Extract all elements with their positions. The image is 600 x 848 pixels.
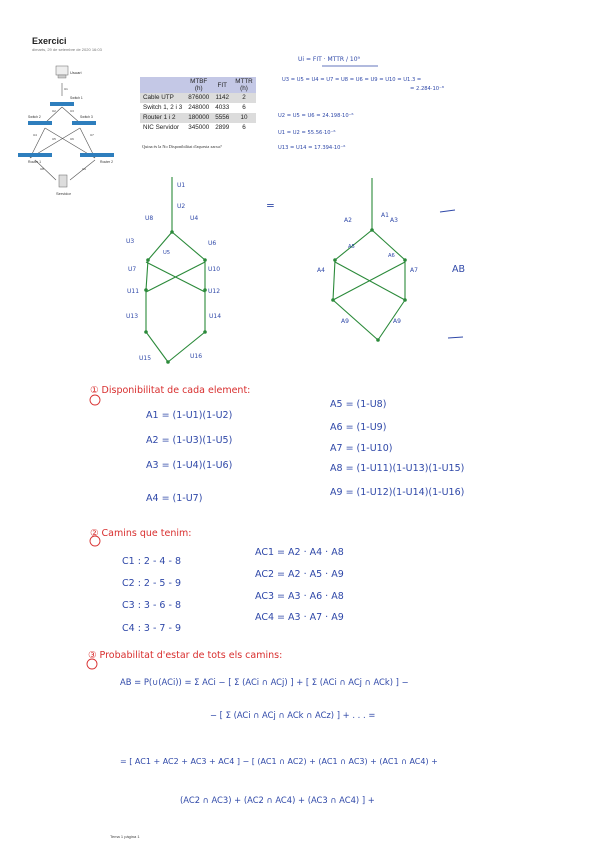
server-label: Servidor <box>56 191 71 196</box>
availability-a8: A8 = (1-U11)(1-U13)(1-U15) <box>330 463 465 474</box>
link-label: U9 <box>82 167 86 171</box>
link-label: U8 <box>40 167 44 171</box>
path-product-ac2: AC2 = A2 · A5 · A9 <box>255 569 344 580</box>
switch3-label: Switch 3 <box>80 115 93 119</box>
page-timestamp: dimarts, 29 de setembre de 2020 16:03 <box>32 47 102 52</box>
path-c4: C4 : 3 - 7 - 9 <box>122 623 181 634</box>
question-text: Quina és la No Disponibilitat d'aquesta xarxa? <box>142 144 222 149</box>
graph-label: A5 <box>348 244 355 250</box>
graph-label: A1 <box>381 212 389 219</box>
path-product-ac4: AC4 = A3 · A7 · A9 <box>255 612 344 623</box>
availability-a1: A1 = (1-U1)(1-U2) <box>146 410 233 421</box>
link-label: U3 <box>70 109 74 113</box>
formula-line-3: = [ AC1 + AC2 + AC3 + AC4 ] − [ (AC1 ∩ AC2) + (AC1 ∩ AC3) + (AC1 ∩ AC4) + <box>120 757 438 766</box>
table-row: Router 1 i 2 180000 5556 10 <box>140 113 256 123</box>
path-c2: C2 : 2 - 5 - 9 <box>122 578 181 589</box>
graph-label: A3 <box>390 217 398 224</box>
link-label: U6 <box>70 137 74 141</box>
path-c3: C3 : 3 - 6 - 8 <box>122 600 181 611</box>
graph-label: A2 <box>344 217 352 224</box>
formula-line-2: − [ Σ (ACi ∩ ACj ∩ ACk ∩ ACz) ] + . . . = <box>210 710 376 720</box>
link-label: U5 <box>52 137 56 141</box>
graph-label: U15 <box>139 355 152 362</box>
router2-label: Router 2 <box>100 160 114 164</box>
graph-label: A6 <box>388 253 395 259</box>
graph-label: A9 <box>393 318 401 325</box>
router1-icon <box>18 153 52 157</box>
router1-label: Router 1 <box>28 160 42 164</box>
router2-icon <box>80 153 114 157</box>
availability-a2: A2 = (1-U3)(1-U5) <box>146 435 233 446</box>
spec-table <box>140 77 256 133</box>
graph-label: A4 <box>317 267 325 274</box>
path-product-ac1: AC1 = A2 · A4 · A8 <box>255 547 344 558</box>
graph-label: U8 <box>145 215 154 222</box>
table-row: Switch 1, 2 i 3 248000 4033 6 <box>143 104 246 111</box>
section-1-title: ① Disponibilitat de cada element: <box>90 385 251 396</box>
dash-mark <box>448 337 463 338</box>
ab-label: AB <box>452 264 466 275</box>
formula-u13: U13 = U14 = 17.394·10⁻⁶ <box>278 145 346 151</box>
user-pc-icon <box>56 66 68 75</box>
table-header: FIT <box>212 77 232 93</box>
graph-label: U7 <box>128 266 137 273</box>
link-label: U4 <box>33 133 37 137</box>
formula-u-value: = 2.284·10⁻⁸ <box>410 86 444 92</box>
formula-line-4: (AC2 ∩ AC3) + (AC2 ∩ AC4) + (AC3 ∩ AC4) ] + <box>180 795 375 805</box>
graph-label: U6 <box>208 240 217 247</box>
graph-label: U10 <box>208 266 221 273</box>
table-header: MTTR (h) <box>232 77 256 93</box>
graph-label: U4 <box>190 215 199 222</box>
availability-a4: A4 = (1-U7) <box>146 493 203 504</box>
graph-label: U11 <box>127 288 140 295</box>
formula-u-equal: U3 = U5 = U4 = U7 = U8 = U6 = U9 = U10 = U1.3 = <box>282 77 422 83</box>
availability-a6: A6 = (1-U9) <box>330 422 387 433</box>
table-header: MTBF (h) <box>185 77 212 93</box>
path-c1: C1 : 2 - 4 - 8 <box>122 556 181 567</box>
graph-label: U14 <box>209 313 222 320</box>
server-icon <box>59 175 67 187</box>
switch1-icon <box>50 102 74 106</box>
switch2-icon <box>28 121 52 125</box>
right-graph <box>333 178 405 340</box>
link-label: U1 <box>64 87 68 91</box>
graph-label: U13 <box>126 313 139 320</box>
left-graph <box>146 177 205 362</box>
equals-sign: = <box>266 200 275 212</box>
switch3-icon <box>72 121 96 125</box>
table-row: NIC Servidor 345000 2899 6 <box>143 124 246 131</box>
switch1-label: Switch 1 <box>70 96 83 100</box>
graph-label: U1 <box>177 182 186 189</box>
formula-u1: U1 = U2 = 55.56·10⁻⁶ <box>278 130 336 136</box>
graph-label: U12 <box>208 288 221 295</box>
graph-label: U2 <box>177 203 186 210</box>
path-product-ac3: AC3 = A3 · A6 · A8 <box>255 591 344 602</box>
table-header <box>140 77 185 93</box>
formula-line-1: AB = P(∪(ACi)) = Σ ACi − [ Σ (ACi ∩ ACj) ] + [ Σ (ACi ∩ ACj ∩ ACk) ] − <box>120 677 409 687</box>
link-label: U2 <box>52 109 56 113</box>
availability-a7: A7 = (1-U10) <box>330 443 393 454</box>
section-2-title: ② Camins que tenim: <box>90 528 192 539</box>
availability-a3: A3 = (1-U4)(1-U6) <box>146 460 233 471</box>
formula-ui: Ui = FIT · MTTR / 10⁹ <box>298 56 360 63</box>
table-row: Cable UTP 876000 1142 2 <box>140 93 256 103</box>
page-title: Exercici <box>32 36 67 46</box>
formula-u2: U2 = U5 = U6 = 24.198·10⁻⁶ <box>278 113 354 119</box>
graph-label: A7 <box>410 267 418 274</box>
graph-label: U16 <box>190 353 203 360</box>
graph-label: U3 <box>126 238 135 245</box>
switch2-label: Switch 2 <box>28 115 41 119</box>
user-label: Usuari <box>70 70 82 75</box>
link-label: U7 <box>90 133 94 137</box>
section-3-title: ③ Probabilitat d'estar de tots els camins: <box>88 650 283 661</box>
graph-label: U5 <box>163 250 171 256</box>
page-footer: Tema 1 pàgina 1 <box>110 834 140 839</box>
dash-mark <box>440 210 455 212</box>
availability-a5: A5 = (1-U8) <box>330 399 387 410</box>
graph-label: A9 <box>341 318 349 325</box>
availability-a9: A9 = (1-U12)(1-U14)(1-U16) <box>330 487 465 498</box>
